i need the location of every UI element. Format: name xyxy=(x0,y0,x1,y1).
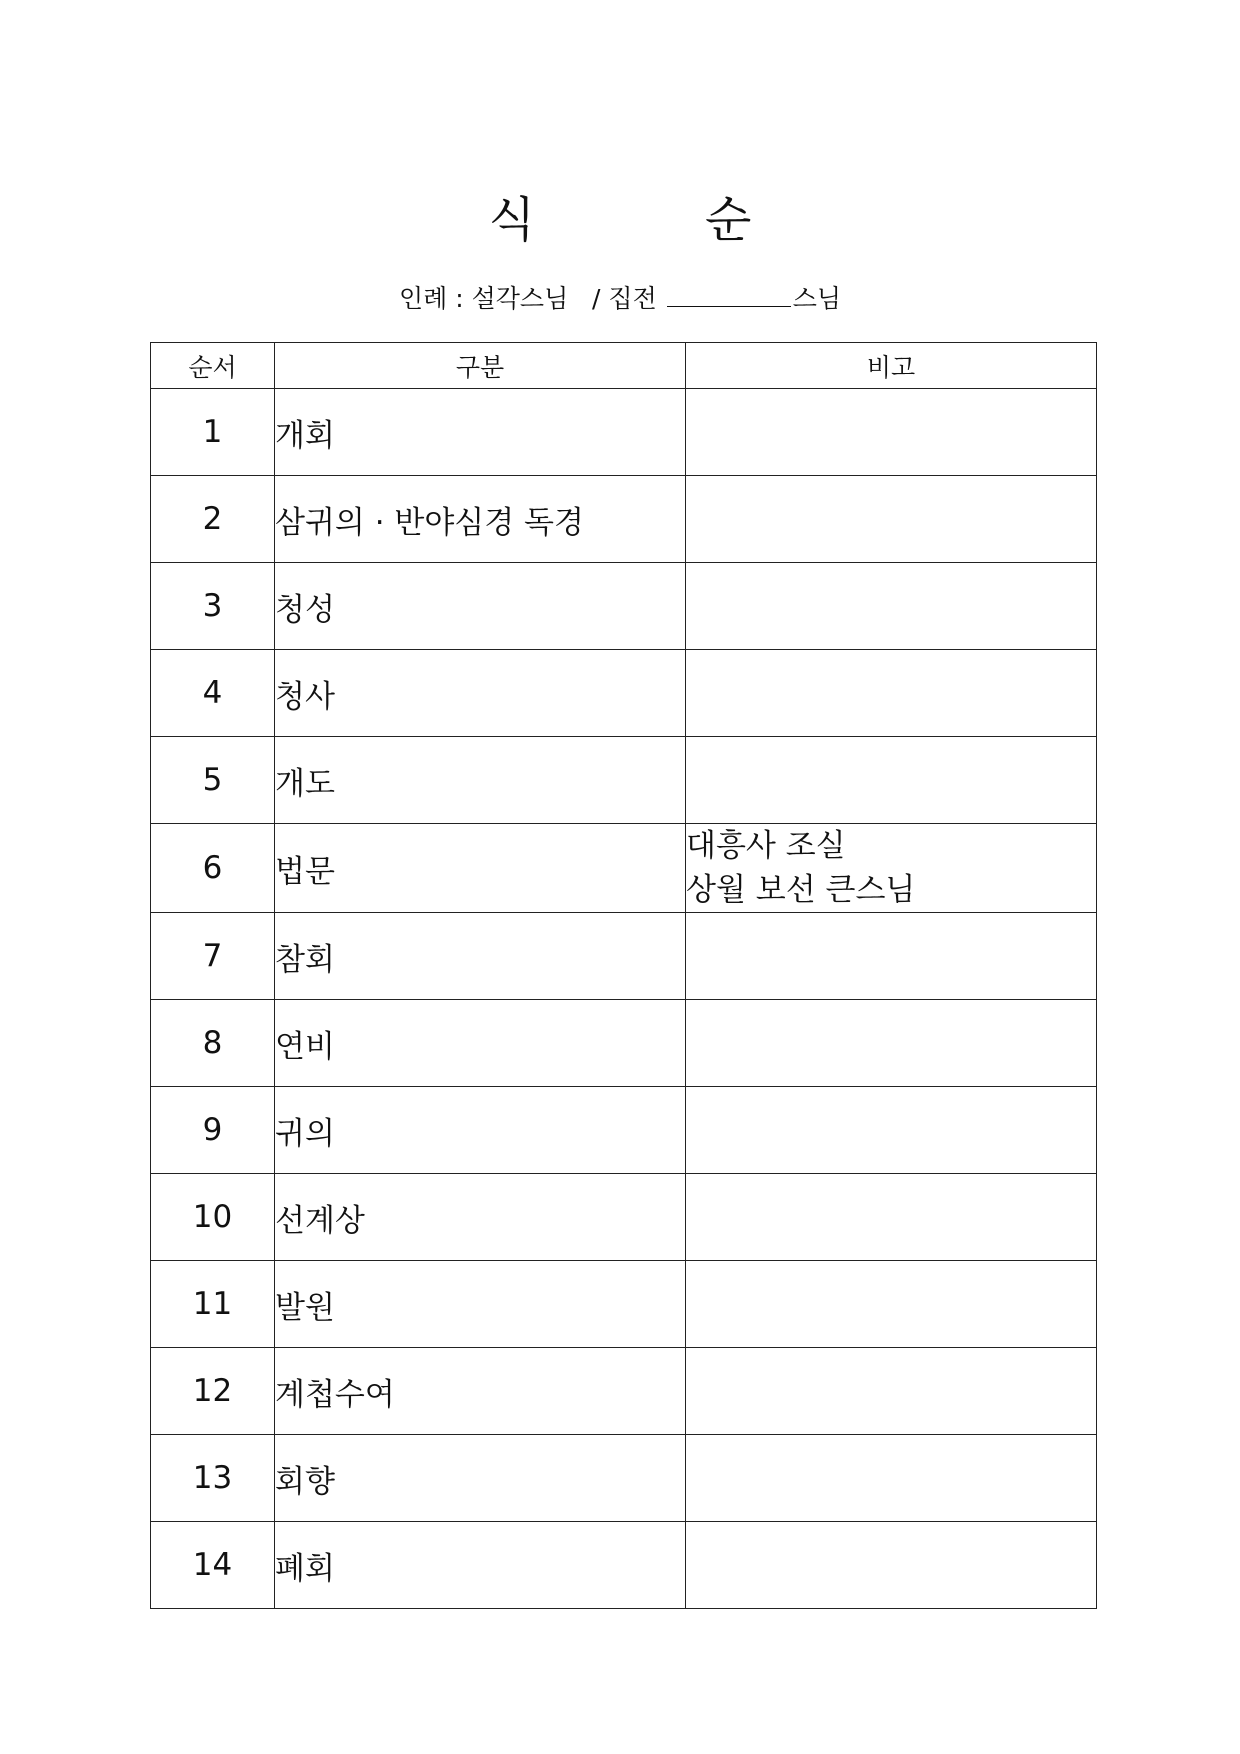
row-remarks xyxy=(686,1000,1097,1087)
table-row xyxy=(151,1087,1097,1174)
table-row xyxy=(151,737,1097,824)
title-second-char: 순 xyxy=(705,192,752,248)
table-row xyxy=(151,1348,1097,1435)
officiant-text: 인례 : 설각스님 / 집전 xyxy=(399,284,665,313)
row-remarks xyxy=(686,650,1097,737)
row-order-number: 12 xyxy=(151,1348,275,1435)
table-row xyxy=(151,913,1097,1000)
table-row xyxy=(151,1435,1097,1522)
row-item: 개도 xyxy=(275,737,686,824)
row-order-number: 4 xyxy=(151,650,275,737)
row-order-number: 13 xyxy=(151,1435,275,1522)
row-order-number: 7 xyxy=(151,913,275,1000)
row-remarks xyxy=(686,1522,1097,1609)
row-order-number: 14 xyxy=(151,1522,275,1609)
row-remarks xyxy=(686,1348,1097,1435)
row-item: 청사 xyxy=(275,650,686,737)
officiant-blank-line xyxy=(667,286,791,307)
row-item: 연비 xyxy=(275,1000,686,1087)
table-row xyxy=(151,824,1097,913)
table-row xyxy=(151,650,1097,737)
header-remarks: 비고 xyxy=(686,343,1097,389)
row-order-number: 6 xyxy=(151,824,275,913)
row-remarks xyxy=(686,1087,1097,1174)
table-row xyxy=(151,563,1097,650)
row-remarks xyxy=(686,476,1097,563)
officiant-line xyxy=(0,282,1240,316)
row-item: 귀의 xyxy=(275,1087,686,1174)
row-item: 법문 xyxy=(275,824,686,913)
row-remarks xyxy=(686,1174,1097,1261)
row-order-number: 8 xyxy=(151,1000,275,1087)
ceremony-order-table xyxy=(150,342,1097,1609)
table-row xyxy=(151,1522,1097,1609)
table-row xyxy=(151,1261,1097,1348)
row-order-number: 3 xyxy=(151,563,275,650)
row-order-number: 9 xyxy=(151,1087,275,1174)
table-row xyxy=(151,1174,1097,1261)
header-category: 구분 xyxy=(275,343,686,389)
row-order-number: 10 xyxy=(151,1174,275,1261)
row-item: 폐회 xyxy=(275,1522,686,1609)
officiant-suffix: 스님 xyxy=(792,284,841,313)
header-order: 순서 xyxy=(151,343,275,389)
row-remarks: 대흥사 조실 상월 보선 큰스님 xyxy=(686,824,1097,913)
row-remarks xyxy=(686,563,1097,650)
row-item: 청성 xyxy=(275,563,686,650)
row-remarks xyxy=(686,389,1097,476)
row-item: 참회 xyxy=(275,913,686,1000)
row-item: 계첩수여 xyxy=(275,1348,686,1435)
row-item: 회향 xyxy=(275,1435,686,1522)
page-title xyxy=(0,190,1240,250)
row-order-number: 2 xyxy=(151,476,275,563)
row-order-number: 11 xyxy=(151,1261,275,1348)
row-remarks xyxy=(686,1261,1097,1348)
table-row xyxy=(151,389,1097,476)
row-item: 개회 xyxy=(275,389,686,476)
table-row xyxy=(151,1000,1097,1087)
row-remarks xyxy=(686,1435,1097,1522)
row-order-number: 1 xyxy=(151,389,275,476)
row-order-number: 5 xyxy=(151,737,275,824)
table-row xyxy=(151,476,1097,563)
row-remarks xyxy=(686,737,1097,824)
row-remarks xyxy=(686,913,1097,1000)
table-header-row xyxy=(151,343,1097,389)
row-item: 선계상 xyxy=(275,1174,686,1261)
row-item: 발원 xyxy=(275,1261,686,1348)
row-item: 삼귀의 · 반야심경 독경 xyxy=(275,476,686,563)
title-first-char: 식 xyxy=(488,192,535,248)
